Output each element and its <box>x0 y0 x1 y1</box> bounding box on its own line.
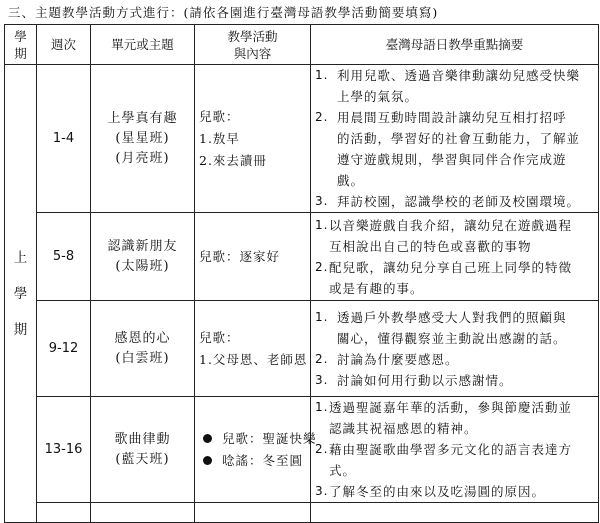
bullet-icon <box>203 456 212 465</box>
summary-cell <box>311 213 599 301</box>
table-row <box>5 503 599 523</box>
summary-cell <box>311 301 599 397</box>
week-cell <box>37 503 91 523</box>
unit-cell: 感恩的心 (白雲班) <box>91 301 195 397</box>
header-row <box>5 25 599 65</box>
unit-cell: 認識新朋友 (太陽班) <box>91 213 195 301</box>
section-heading: 三、主題教學活動方式進行：(請依各園進行臺灣母語教學活動簡要填寫) <box>8 5 439 20</box>
table-row <box>5 397 599 503</box>
activity-cell: 兒歌： 1.敖早 2.來去讀冊 <box>195 65 311 213</box>
header-summary: 臺灣母語日教學重點摘要 <box>311 25 599 65</box>
summary-cell <box>311 65 599 213</box>
summary-cell <box>311 503 599 523</box>
summary-item: 1. 以音樂遊戲自我介紹，讓幼兒在遊戲過程 互相說出自己的特色或喜歡的事物 <box>315 217 573 254</box>
table-row <box>5 65 599 213</box>
week-cell: 1-4 <box>37 65 91 213</box>
week-cell: 9-12 <box>37 301 91 397</box>
header-term: 學 期 <box>5 25 37 65</box>
unit-cell: 上學真有趣 (星星班) (月亮班) <box>91 65 195 213</box>
activity-bullet-item: 兒歌：聖誕快樂 <box>199 428 310 450</box>
unit-cell <box>91 503 195 523</box>
teaching-plan-table <box>4 24 599 523</box>
summary-item: 1. 透過戶外教學感受大人對我們的照顧與 關心，懂得觀察並主動說出感謝的話。 <box>315 309 567 346</box>
activity-cell <box>195 397 317 503</box>
header-week: 週次 <box>37 25 91 65</box>
activity-cell: 兒歌：逐家好 <box>195 213 311 301</box>
summary-item: 1. 透過聖誕嘉年華的活動，參與節慶活動並 認識其祝福感恩的精神。 <box>315 400 573 436</box>
summary-item: 3. 了解冬至的由來以及吃湯圓的原因。 <box>315 484 546 499</box>
week-cell: 5-8 <box>37 213 91 301</box>
unit-cell: 歌曲律動 (藍天班) <box>91 397 195 503</box>
activity-bullet-item: 唸謠：冬至圓 <box>199 450 310 472</box>
activity-cell <box>195 503 311 523</box>
bullet-icon <box>203 434 212 443</box>
activity-cell: 兒歌： 1.父母恩、老師恩 <box>195 301 311 397</box>
table-row <box>5 213 599 301</box>
table-row <box>5 301 599 397</box>
header-activity: 教學活動 與內容 <box>195 25 311 65</box>
summary-item: 3. 討論如何用行動以示感謝情。 <box>315 372 513 388</box>
week-cell: 13-16 <box>37 397 91 503</box>
summary-item: 1. 利用兒歌、透過音樂律動讓幼兒感受快樂 上學的氣氛。 <box>315 68 581 104</box>
summary-item: 2. 藉由聖誕歌曲學習多元文化的語言表達方 式。 <box>315 442 573 478</box>
term-cell: 上 學 期 <box>5 65 37 523</box>
summary-item: 2. 配兒歌，讓幼兒分享自己班上同學的特徵 或是有趣的事。 <box>315 259 573 296</box>
summary-item: 2. 用晨間互動時間設計讓幼兒互相打招呼 的活動，學習好的社會互動能力，了解並 遵守遊戲規則，學習與同伴合作完成遊 戲。 <box>315 110 581 188</box>
header-unit: 單元或主題 <box>91 25 195 65</box>
summary-item: 2. 討論為什麼要感恩。 <box>315 351 459 367</box>
summary-cell <box>311 397 599 503</box>
summary-item: 3. 拜訪校園，認識學校的老師及校園環境。 <box>315 194 581 209</box>
